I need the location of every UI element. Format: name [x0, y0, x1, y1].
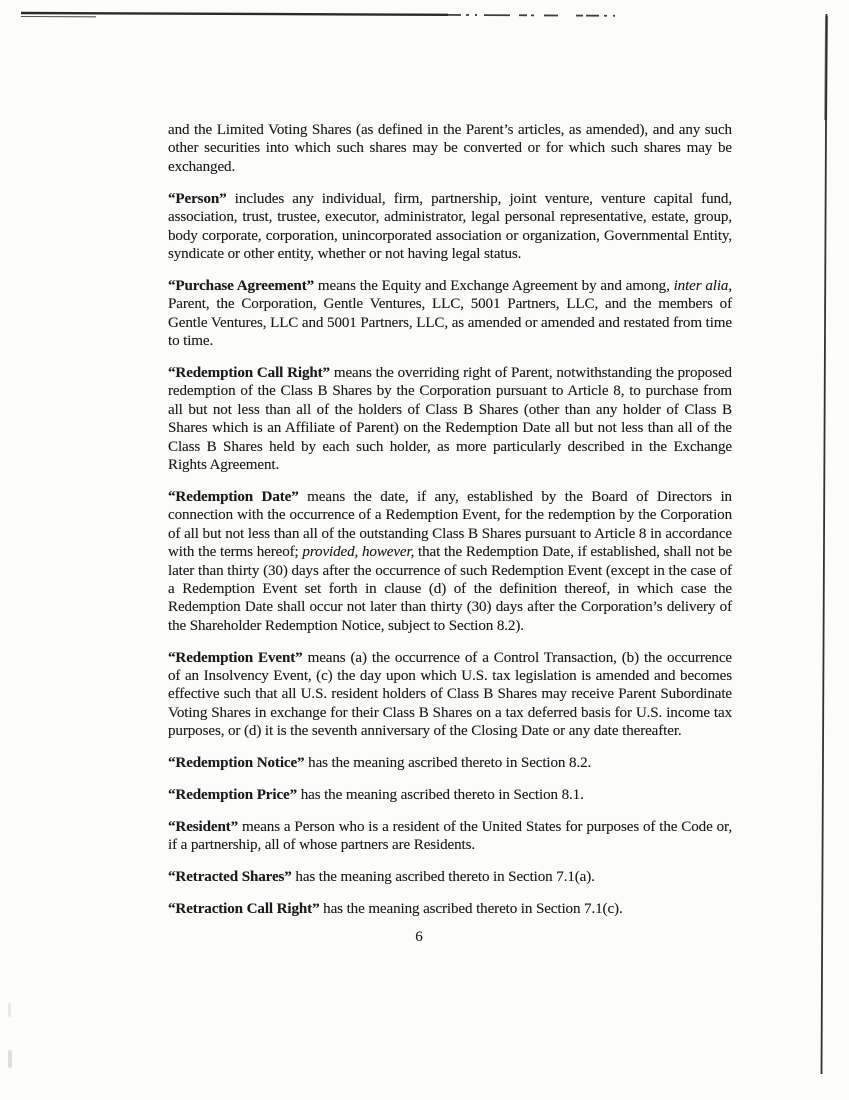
scan-artifact-right-line-thick-top — [826, 16, 827, 120]
para-definition-redemption-date — [168, 488, 732, 635]
scan-artifact-top-line — [21, 13, 448, 15]
scan-artifact-right-line — [822, 14, 827, 1074]
para-definition-person — [168, 190, 732, 264]
defined-term: “Redemption Price” — [168, 787, 298, 804]
body-text: has the meaning ascribed thereto in Section 7.1(a). — [291, 869, 595, 886]
para-definition-retracted-shares — [168, 868, 732, 886]
latin-phrase: inter alia — [673, 277, 729, 294]
defined-term: “Redemption Date” — [168, 488, 299, 505]
body-text: that the Redemption Date, if established, shall not be later than thirty (30) days after the occurrence of such Redemption Event (except in the case of a Redemption Event set forth in clause (d) of the definition thereof, in which case the Redemption Date shall occur not later than thirty (30) days after the Corporation’s delivery of the Shareholder Redemption Notice, subject to Section 8.2). — [168, 544, 732, 634]
para-definition-resident — [168, 818, 732, 855]
defined-term: “Redemption Event” — [168, 649, 303, 666]
body-text: has the meaning ascribed thereto in Section 8.2. — [304, 755, 592, 772]
defined-term: “Redemption Call Right” — [168, 364, 330, 381]
para-definition-redemption-price — [168, 786, 732, 804]
defined-term: “Resident” — [168, 819, 239, 835]
para-continuation-limited-voting-shares — [168, 121, 732, 176]
body-text: means the date, if any, established by the Board of Directors in connection with the occurrence of a Redemption Event, for the redemption by the Corporation of all but not less than all of the outstanding Class B Shares pursuant to Article 8 in accordance with the terms hereof; — [168, 488, 732, 561]
body-text: means the Equity and Exchange Agreement by and among, — [314, 277, 674, 294]
body-text: has the meaning ascribed thereto in Section 7.1(c). — [319, 901, 623, 918]
body-text: includes any individual, firm, partnership, joint venture, venture capital fund, association, trust, trustee, executor, administrator, legal personal representative, estate, group, body corporate, corporation, unincorporated association or organization, Governmental Entity, syndicate or other entity, whether or not having legal status. — [168, 190, 732, 262]
para-definition-redemption-event — [168, 649, 732, 741]
body-text: has the meaning ascribed thereto in Section 8.1. — [297, 787, 584, 804]
defined-term: “Redemption Notice” — [168, 755, 305, 772]
scan-smudge — [8, 1003, 11, 1017]
para-definition-retraction-call-right — [168, 900, 732, 918]
para-definition-redemption-call-right — [168, 364, 732, 474]
para-definition-purchase-agreement — [168, 277, 732, 351]
para-definition-redemption-notice — [168, 754, 732, 772]
scan-artifact-top-line-dashes — [448, 15, 616, 16]
body-text: means a Person who is a resident of the United States for purposes of the Code or, if a partnership, all of whose partners are Residents. — [168, 819, 732, 854]
defined-term: “Retraction Call Right” — [168, 901, 320, 918]
defined-term: “Person” — [168, 190, 227, 207]
page-number: 6 — [415, 928, 423, 945]
defined-term: “Retracted Shares” — [168, 869, 292, 886]
body-text: means (a) the occurrence of a Control Transaction, (b) the occurrence of an Insolvency Event, (c) the day upon which U.S. tax legislation is amended and becomes effective such that all U.S. resident holders of Class B Shares may receive Parent Subordinate Voting Shares in exchange for their Class B Shares on a tax deferred basis for U.S. income tax purposes, or (d) it is the seventh anniversary of the Closing Date or any date thereafter. — [168, 649, 733, 740]
proviso-phrase: provided, however, — [302, 544, 415, 561]
document-body — [168, 121, 732, 946]
body-text: , Parent, the Corporation, Gentle Ventures, LLC, 5001 Partners, LLC, and the members of Gentle Ventures, LLC and 5001 Partners, LLC, as amended or amended and restated from time to time. — [168, 277, 733, 350]
body-text: and the Limited Voting Shares (as defined in the Parent’s articles, as amended), and any such other securities into which such shares may be converted or for which such shares may be exchanged. — [168, 122, 732, 175]
defined-term: “Purchase Agreement” — [168, 277, 315, 294]
body-text: means the overriding right of Parent, notwithstanding the proposed redemption of the Class B Shares by the Corporation pursuant to Article 8, to purchase from all but not less than all of the holders of Class B Shares (other than any holder of Class B Shares which is an Affiliate of Parent) on the Redemption Date all but not less than all of the Class B Shares held by each such holder, as more particularly described in the Exchange Rights Agreement. — [168, 364, 732, 473]
scan-smudge — [8, 1050, 12, 1068]
